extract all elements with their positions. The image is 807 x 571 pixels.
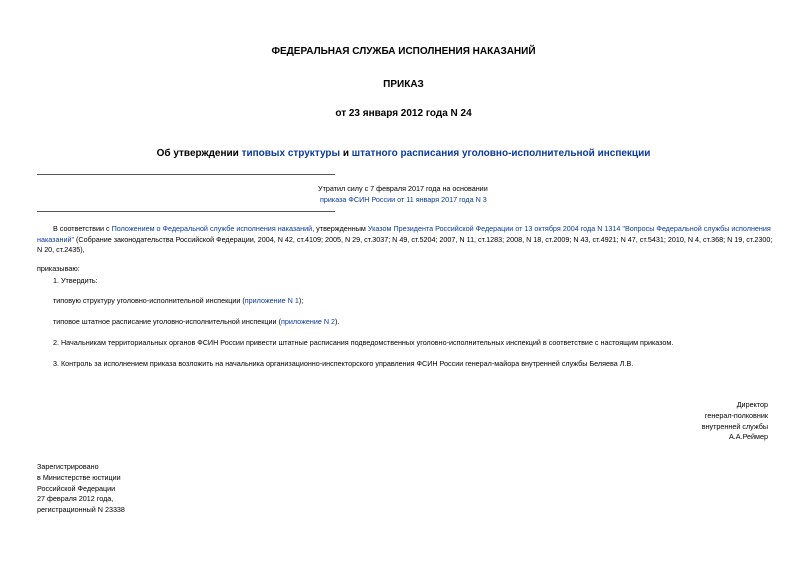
title-link-staffing[interactable]: штатного расписания уголовно-исполнительной инспекции — [351, 148, 651, 159]
title-mid: и — [340, 148, 352, 159]
registration-block: Зарегистрировано в Министерстве юстиции Российской Федерации 27 февраля 2012 года, регистрационный N 23338 — [37, 462, 125, 515]
divider-top — [37, 174, 335, 175]
signature-position: Директор — [736, 400, 768, 409]
status-note-link[interactable]: приказа ФСИН России от 11 января 2017 года N 3 — [320, 194, 487, 204]
order-word: приказываю: — [37, 264, 80, 273]
document-type: ПРИКАЗ — [383, 79, 424, 90]
item-2: 2. Начальникам территориальных органов ФСИН России привести штатные расписания подведомственных уголовно-исполнительных инспекций в соответствие с настоящим приказом. — [53, 338, 674, 347]
status-note-line1: Утратил силу с 7 февраля 2017 года на основании — [318, 184, 488, 193]
signature-block — [600, 400, 768, 443]
item-1a: типовую структуру уголовно-исполнительной инспекции (приложение N 1); — [53, 296, 304, 305]
item-1b: типовое штатное расписание уголовно-исполнительной инспекции (приложение N 2). — [53, 317, 340, 326]
preamble-paragraph: В соответствии с Положением о Федеральной службе исполнения наказаний, утвержденным Указом Президента Российской Федерации от 13 октября 2004 года N 1314 "Вопросы Федеральной службы исполнения наказаний" (Собрание законодательства Российской Федерации, 2004, N 42, ст.4109; 2005, N 29, ст.3037; N 49, ст.5204; 2007, N 11, ст.1283; 2008, N 18, ст.2009; N 43, ст.4921; N 47, ст.5431; 2010, N 4, ст.368; N 19, ст.2300; N 20, ст.2435), — [37, 224, 773, 255]
title-link-structure[interactable]: типовых структуры — [241, 148, 341, 159]
agency-name: ФЕДЕРАЛЬНАЯ СЛУЖБА ИСПОЛНЕНИЯ НАКАЗАНИЙ — [271, 46, 536, 57]
signature-rank: генерал-полковник — [704, 410, 768, 420]
item-3: 3. Контроль за исполнением приказа возложить на начальника организационно-инспекторского управления ФСИН России генерал-майора внутренней службы Беляева Л.В. — [53, 359, 634, 368]
title-prefix: Об утверждении — [156, 148, 242, 159]
divider-bottom — [37, 211, 335, 212]
signature-service: внутренней службы — [701, 421, 768, 431]
preamble-link-decree[interactable]: Указом Президента Российской Федерации от 13 октября 2004 года N 1314 "Вопросы Федеральной службы исполнения наказаний" — [37, 224, 771, 244]
signature-name: А.А.Реймер — [728, 432, 768, 442]
document-date-number: от 23 января 2012 года N 24 — [335, 108, 472, 119]
item-1: 1. Утвердить: — [53, 276, 98, 285]
appendix-1-link[interactable]: приложение N 1 — [244, 296, 299, 305]
preamble-link-regulation[interactable]: Положением о Федеральной службе исполнения наказаний — [111, 224, 313, 233]
appendix-2-link[interactable]: приложение N 2 — [280, 317, 336, 326]
status-note — [318, 184, 618, 205]
document-title — [0, 148, 807, 159]
